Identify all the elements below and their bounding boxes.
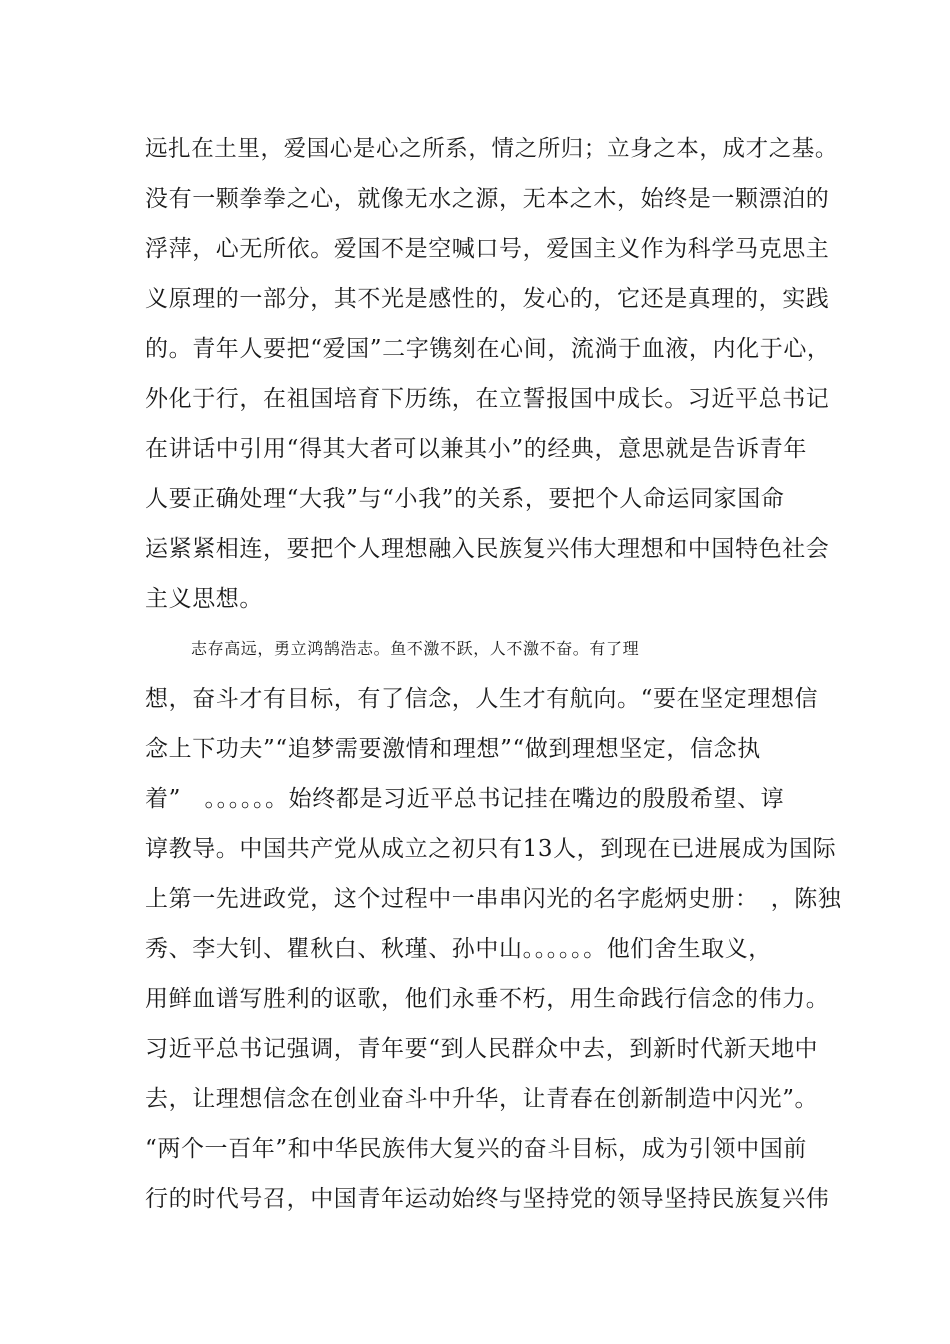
text-line: 没有一颗拳拳之心，就像无水之源，无本之木，始终是一颗漂泊的	[145, 186, 830, 212]
text-line: 念上下功夫”“追梦需要激情和理想”“做到理想坚定，信念执	[145, 736, 761, 762]
text-line: 想，奋斗才有目标，有了信念，人生才有航向。“要在坚定理想信	[145, 686, 819, 712]
text-line: 人要正确处理“大我”与“小我”的关系，要把个人命运同家国命	[145, 486, 785, 512]
text-line: 去，让理想信念在创业奋斗中升华，让青春在创新制造中闪光”。	[145, 1086, 819, 1112]
text-line: 用鲜血谱写胜利的讴歌，他们永垂不朽，用生命践行信念的伟力。	[145, 986, 830, 1012]
text-line: 秀、李大钊、瞿秋白、秋瑾、孙中山。。。。。。他们舍生取义，	[145, 936, 772, 962]
text-line: 浮萍，心无所依。爱国不是空喊口号，爱国主义作为科学马克思主	[145, 236, 830, 262]
text-line: “两个一百年”和中华民族伟大复兴的奋斗目标，成为引领中国前	[145, 1136, 807, 1162]
text-line: 着” 。。。。。。始终都是习近平总书记挂在嘴边的殷殷希望、谆	[145, 786, 785, 812]
paragraph-start-line: 志存高远，勇立鸿鹄浩志。鱼不激不跃，人不激不奋。有了理	[191, 639, 640, 658]
text-line: 运紧紧相连，要把个人理想融入民族复兴伟大理想和中国特色社会	[145, 536, 830, 562]
text-line: 远扎在土里，爱国心是心之所系，情之所归；立身之本，成才之基。	[145, 136, 839, 162]
text-line: 习近平总书记强调，青年要“到人民群众中去，到新时代新天地中	[145, 1036, 819, 1062]
text-line: 上第一先进政党，这个过程中一串串闪光的名字彪炳史册： ，陈独	[145, 886, 842, 912]
text-line: 谆教导。中国共产党从成立之初只有13人，到现在已进展成为国际	[145, 836, 837, 862]
text-line: 主义思想。	[145, 586, 263, 612]
text-line: 外化于行，在祖国培育下历练，在立誓报国中成长。习近平总书记	[145, 386, 830, 412]
body-text	[145, 124, 845, 1224]
text-line: 的。青年人要把“爱国”二字镌刻在心间，流淌于血液，内化于心，	[145, 336, 831, 362]
text-line: 在讲话中引用“得其大者可以兼其小”的经典，意思就是告诉青年	[145, 436, 807, 462]
text-line: 行的时代号召，中国青年运动始终与坚持党的领导坚持民族复兴伟	[145, 1186, 830, 1212]
text-line: 义原理的一部分，其不光是感性的，发心的，它还是真理的，实践	[145, 286, 830, 312]
